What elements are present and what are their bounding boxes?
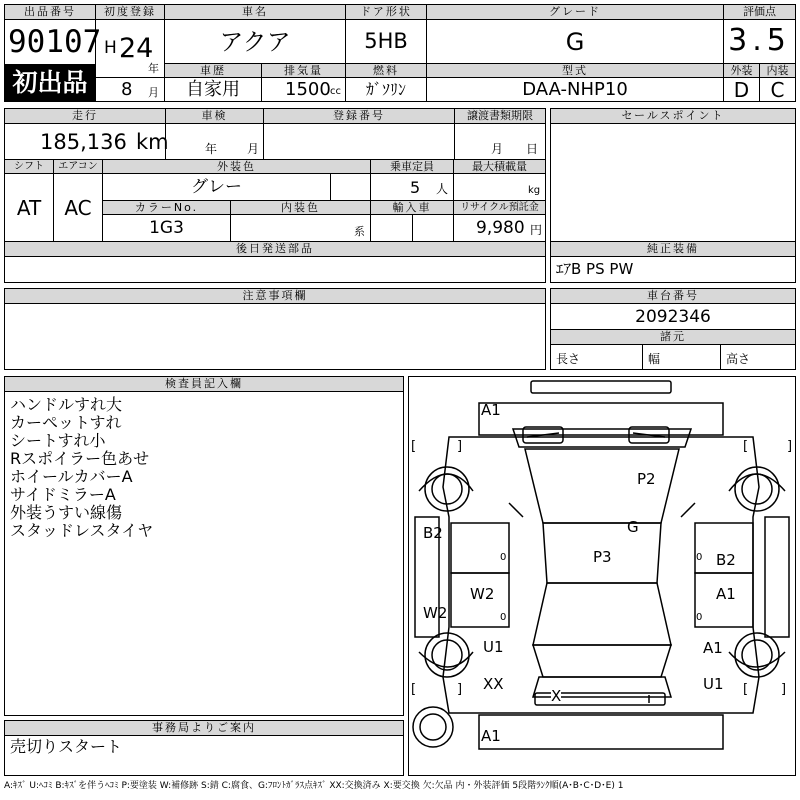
displacement-label: 排気量 (262, 64, 345, 78)
inspector-line: スタッドレスタイヤ (10, 521, 154, 540)
fuel-label: 燃料 (346, 64, 426, 78)
reg-month-unit: 月 (148, 86, 159, 99)
chassis-label: 車台番号 (551, 289, 795, 304)
mark-u1-right: U1 (703, 675, 724, 693)
inspector-line: ハンドルすれ大 (10, 395, 123, 414)
zero-mark: 0 (500, 552, 507, 563)
car-name: アクア (219, 28, 291, 56)
lot-number-label: 出品番号 (5, 5, 95, 20)
mark-u1-left: U1 (483, 638, 504, 656)
zero-mark: 0 (696, 612, 703, 623)
bracket-open: [ (743, 682, 749, 697)
inspection-label: 車検 (166, 109, 263, 124)
reg-year: 24 (119, 33, 154, 64)
recycle-unit: 円 (530, 223, 543, 237)
shift-label: シフト (5, 160, 53, 174)
inspection-year-unit: 年 (205, 142, 218, 156)
score: 3.5 (728, 23, 791, 58)
mark-a1-right-mid: A1 (716, 585, 736, 603)
transfer-day-unit: 日 (526, 142, 539, 156)
sales-points-label: セールスポイント (551, 109, 795, 124)
damage-legend: A:ｷｽﾞ U:ﾍｺﾐ B:ｷｽﾞを伴うﾍｺﾐ P:要塗装 W:補修跡 S:錆 C:腐食、G:ﾌﾛﾝﾄｶﾞﾗｽ点ｷｽﾞ XX:交換済み X:要交換 欠:欠品 内・外装評価 5段階ﾗﾝｸ順(A･B･C･D･E) 1 (4, 781, 624, 791)
mark-xx: XX (483, 675, 504, 693)
mark-a1-rear: A1 (481, 727, 501, 745)
genuine-equipment: ｴｱB PS PW (556, 260, 634, 278)
capacity-unit: 人 (436, 182, 449, 196)
mileage-label: 走行 (5, 109, 165, 124)
inspector-label: 検査員記入欄 (5, 377, 403, 392)
mark-x: X (551, 687, 562, 705)
grade-label: グレード (427, 5, 723, 20)
max-load-label: 最大積載量 (454, 160, 545, 174)
mileage: 185,136 (40, 130, 127, 154)
import-label: 輸入車 (371, 201, 453, 215)
inspection-month-unit: 月 (247, 142, 260, 156)
reg-month: 8 (121, 79, 133, 100)
era-letter: H (104, 38, 117, 58)
transfer-deadline-label: 譲渡書類期限 (455, 109, 545, 124)
mark-p2: P2 (637, 470, 656, 488)
length-label: 長さ (556, 352, 581, 366)
bracket-close: ] (787, 439, 793, 454)
inspector-notes (10, 396, 153, 540)
inspector-line: サイドミラーA (10, 485, 116, 504)
width-label: 幅 (648, 352, 661, 366)
reg-number-label: 登録番号 (264, 109, 454, 124)
displacement-unit: cc (330, 86, 341, 97)
mark-p3: P3 (593, 548, 612, 566)
mark-w2-left-inner: W2 (470, 585, 495, 603)
shift: AT (16, 196, 42, 220)
max-load-unit: kg (528, 185, 541, 196)
bracket-close: ] (457, 439, 463, 454)
door-label: ドア形状 (346, 5, 426, 20)
mark-g: G (627, 518, 639, 536)
history-label: 車歴 (165, 64, 261, 78)
interior-color-label: 内装色 (231, 201, 370, 215)
inspector-line: 外装うすい線傷 (10, 503, 123, 522)
office-label: 事務局よりご案内 (5, 721, 403, 736)
capacity-label: 乗車定員 (371, 160, 453, 174)
mark-b2-right: B2 (716, 551, 736, 569)
later-parts-label: 後日発送部品 (5, 242, 545, 257)
chassis-number: 2092346 (635, 307, 711, 327)
notes-label: 注意事項欄 (5, 289, 545, 304)
model-code: DAA-NHP10 (522, 79, 628, 100)
history: 自家用 (186, 79, 240, 100)
capacity: 5 (410, 178, 421, 197)
exterior-label: 外装 (724, 64, 759, 78)
sales-points-box (550, 108, 796, 242)
vehicle-details (4, 108, 546, 242)
color-no: 1G3 (149, 218, 184, 238)
displacement: 1500 (285, 79, 331, 100)
exterior-color: グレー (191, 177, 242, 197)
model-label: 型式 (427, 64, 723, 78)
genuine-equipment-label: 純正装備 (551, 242, 795, 257)
inspector-line: シートすれ小 (10, 431, 106, 450)
recycle-label: リサイクル預託金 (454, 201, 545, 215)
interior-grade: C (770, 78, 785, 102)
door-type: 5HB (364, 29, 408, 53)
car-diagram (409, 377, 795, 775)
mark-b2-left: B2 (423, 524, 443, 542)
bracket-open: [ (411, 439, 417, 454)
bracket-open: [ (743, 439, 749, 454)
aircon: AC (64, 196, 92, 220)
interior-label: 内装 (760, 64, 795, 78)
mark-a1-right-low: A1 (703, 639, 723, 657)
first-reg-label: 初度登録 (96, 5, 164, 20)
mark-a1-front: A1 (481, 401, 501, 419)
inspector-line: カーペットすれ (10, 413, 122, 432)
first-listing-badge: 初出品 (5, 64, 95, 101)
inspector-line: Rスポイラー色あせ (10, 449, 150, 468)
inspector-line: ホイールカバーA (10, 467, 133, 486)
car-diagram-box (408, 376, 796, 776)
transfer-month-unit: 月 (491, 142, 504, 156)
zero-mark: 0 (500, 612, 507, 623)
interior-color-unit: 系 (354, 225, 365, 238)
spec-label: 諸元 (551, 330, 795, 345)
height-label: 高さ (726, 352, 751, 366)
bracket-open: [ (411, 682, 417, 697)
fuel: ｶﾞｿﾘﾝ (365, 80, 406, 99)
zero-mark: 0 (696, 552, 703, 563)
grade: G (565, 28, 585, 56)
color-no-label: カラーNo. (103, 201, 230, 215)
bracket-close: ] (781, 682, 787, 697)
reg-year-unit: 年 (148, 62, 159, 75)
exterior-grade: D (733, 78, 750, 102)
bracket-close: ] (457, 682, 463, 697)
aircon-label: エアコン (54, 160, 102, 174)
mileage-unit: km (136, 130, 169, 154)
recycle-fee: 9,980 (476, 218, 525, 238)
office-text: 売切りスタート (10, 737, 123, 756)
score-label: 評価点 (724, 5, 795, 20)
mark-w2-left-outer: W2 (423, 604, 448, 622)
color-label: 外装色 (103, 160, 370, 174)
car-name-label: 車名 (165, 5, 345, 20)
lot-number: 90107 (8, 24, 102, 60)
